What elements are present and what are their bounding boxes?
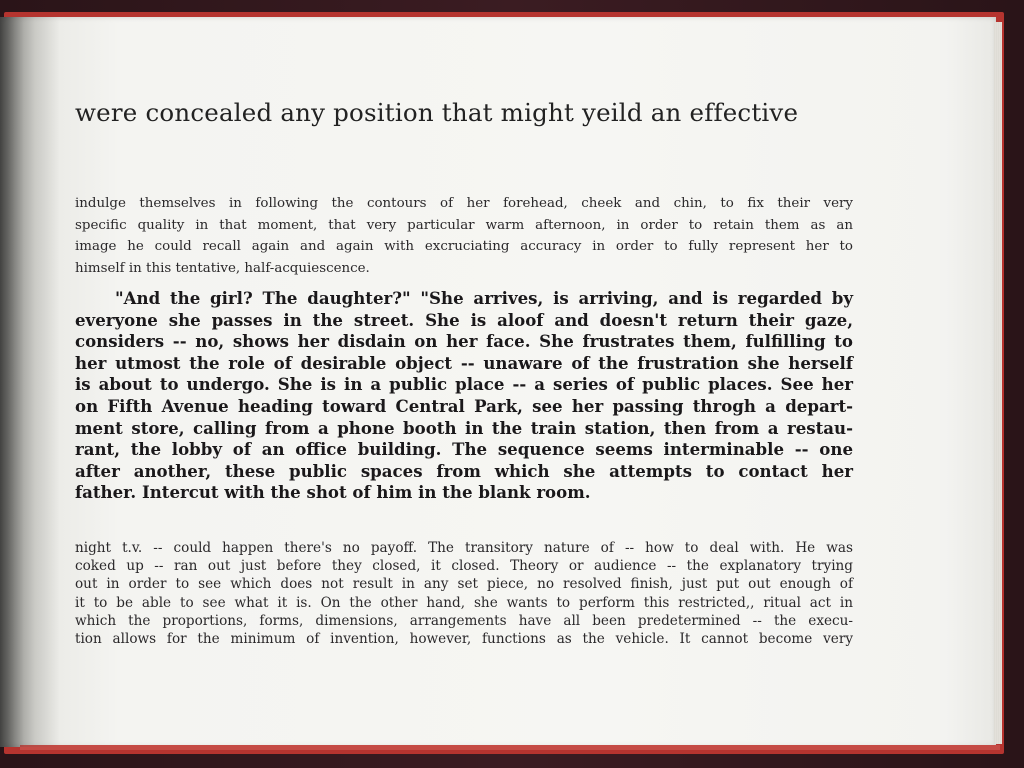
paragraph-line: indulge themselves in following the contours of her forehead, cheek and chin, to fix their very [75, 196, 853, 211]
paragraph-closing [75, 539, 853, 648]
page-heading: were concealed any position that might yeild an effective [75, 98, 799, 127]
paragraph-line: ment store, calling from a phone booth in the train station, then from a restau- [75, 417, 853, 438]
paragraph-dialogue [75, 288, 853, 504]
paragraph-line: on Fifth Avenue heading toward Central Park, see her passing throgh a depart- [75, 395, 853, 416]
paragraph-intro [75, 193, 853, 279]
paragraph-line: is about to undergo. She is in a public place -- a series of public places. See her [75, 374, 853, 395]
paragraph-line: specific quality in that moment, that very particular warm afternoon, in order to retain them as an [75, 217, 853, 233]
paragraph-line: night t.v. -- could happen there's no payoff. The transitory nature of -- how to deal with. He was [75, 540, 853, 556]
cover-bottom-edge [20, 745, 1000, 750]
paragraph-line: image he could recall again and again with excruciating accuracy in order to fully represent her to [75, 239, 853, 254]
paragraph-line: which the proportions, forms, dimensions, arrangements have all been predetermined -- the execu- [75, 612, 853, 629]
paragraph-line: himself in this tentative, half-acquiescence. [75, 260, 370, 276]
paragraph-line: her utmost the role of desirable object -- unaware of the frustration she herself [75, 352, 853, 373]
page-edges [994, 22, 1002, 744]
paragraph-line: it to be able to see what it is. On the other hand, she wants to perform this restricted,, ritual act in [75, 594, 853, 611]
paragraph-line: rant, the lobby of an office building. The sequence seems interminable -- one [75, 439, 853, 460]
paragraph-line: coked up -- ran out just before they closed, it closed. Theory or audience -- the explanatory trying [75, 558, 853, 575]
paragraph-line: considers -- no, shows her disdain on her face. She frustrates them, fulfilling to [75, 331, 853, 352]
paragraph-line [75, 288, 853, 310]
paragraph-line: everyone she passes in the street. She is aloof and doesn't return their gaze, [75, 309, 853, 330]
paragraph-line: father. Intercut with the shot of him in the blank room. [75, 482, 591, 503]
dialogue-line-text: "And the girl? The daughter?" "She arrives, is arriving, and is regarded by [115, 288, 853, 308]
paragraph-line: out in order to see which does not result in any set piece, no resolved finish, just put out enough of [75, 576, 853, 593]
paragraph-line: after another, these public spaces from which she attempts to contact her [75, 460, 853, 481]
paragraph-line: tion allows for the minimum of invention, however, functions as the vehicle. It cannot become very [75, 631, 853, 648]
